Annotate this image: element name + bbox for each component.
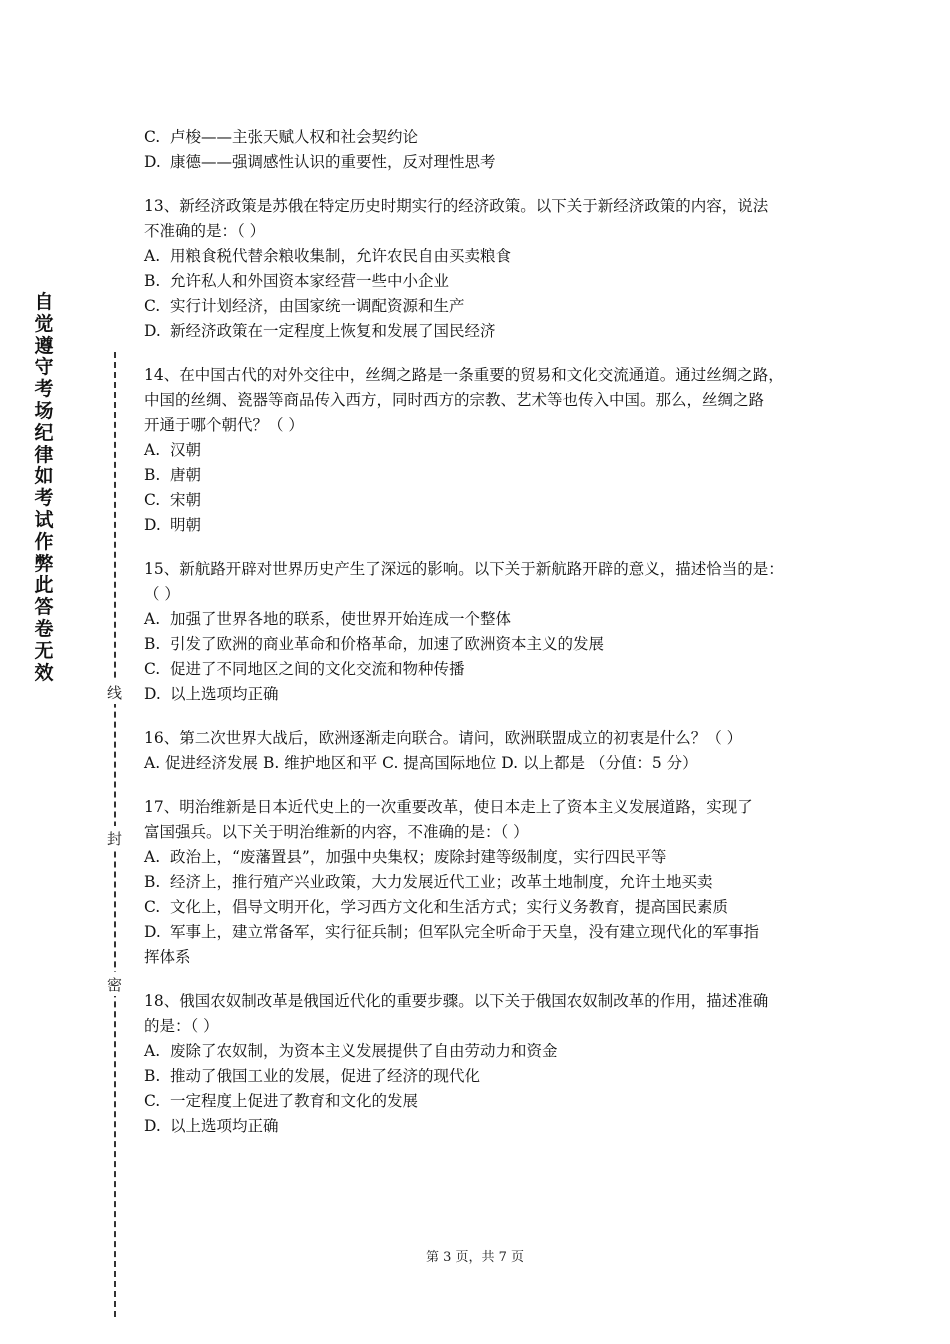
option-line [144,513,824,538]
option-text: 卢梭——主张天赋人权和社会契约论 [170,128,419,146]
option-label: C. [144,898,161,916]
option-line [144,1089,824,1114]
option-text: 唐朝 [170,466,202,484]
option-line [144,294,824,319]
question-stem: 15、新航路开辟对世界历史产生了深远的影响。以下关于新航路开辟的意义，描述恰当的是： [144,560,784,578]
question-13 [144,194,824,344]
prev-question-tail [144,125,824,175]
question-stem: （ ） [144,585,180,603]
option-label: C. [144,1092,161,1110]
option-text: 新经济政策在一定程度上恢复和发展了国民经济 [170,322,496,340]
option-text: 废除了农奴制，为资本主义发展提供了自由劳动力和资金 [170,1042,558,1060]
option-label: D. [144,685,161,703]
question-stem: 18、俄国农奴制改革是俄国近代化的重要步骤。以下关于俄国农奴制改革的作用，描述准确 [144,992,769,1010]
question-stem: 不准确的是：（ ） [144,222,266,240]
option-label: D. [144,516,161,534]
option-line [144,150,824,175]
option-label: C. [144,297,161,315]
question-stem: 13、新经济政策是苏俄在特定历史时期实行的经济政策。以下关于新经济政策的内容，说法 [144,197,769,215]
option-line [144,845,824,870]
option-text: 明朝 [170,516,202,534]
exam-discipline-notice: 自觉遵守考场纪律如考试作弊此答卷无效 [34,291,54,684]
option-line [144,269,824,294]
option-label: C. [144,660,161,678]
option-line [144,244,824,269]
option-label: A. [144,1042,161,1060]
option-text: 经济上，推行殖产兴业政策，大力发展近代工业；改革土地制度，允许土地买卖 [170,873,713,891]
option-label: A. [144,848,161,866]
option-text: 政治上，“废藩置县”，加强中央集权；废除封建等级制度，实行四民平等 [170,848,667,866]
option-text: 引发了欧洲的商业革命和价格革命，加速了欧洲资本主义的发展 [170,635,605,653]
option-label: C. [144,128,161,146]
option-line [144,488,824,513]
option-text: 以上选项均正确 [170,685,279,703]
option-label: B. [144,873,161,891]
option-continuation: 挥体系 [144,948,191,966]
option-line [144,607,824,632]
option-text: 宋朝 [170,491,202,509]
option-line [144,1039,824,1064]
option-line [144,895,824,920]
question-stem: 17、明治维新是日本近代史上的一次重要改革，使日本走上了资本主义发展道路，实现了 [144,798,753,816]
option-label: D. [144,1117,161,1135]
option-text: 文化上，倡导文明开化，学习西方文化和生活方式；实行义务教育，提高国民素质 [170,898,729,916]
option-label: A. [144,610,161,628]
option-label: B. [144,635,161,653]
option-line [144,920,824,945]
seal-mark-seal: 封 [104,826,126,850]
question-content [144,125,824,1139]
seal-mark-line: 线 [104,680,126,704]
inline-options: A. 促进经济发展 B. 维护地区和平 C. 提高国际地位 D. 以上都是 （分值：5 分） [144,754,698,772]
option-label: B. [144,466,161,484]
option-label: C. [144,491,161,509]
question-stem: 富国强兵。以下关于明治维新的内容，不准确的是：（ ） [144,823,529,841]
option-line [144,319,824,344]
question-stem: 开通于哪个朝代？（ ） [144,416,304,434]
option-label: B. [144,272,161,290]
question-15 [144,557,824,707]
question-17 [144,795,824,970]
question-stem: 中国的丝绸、瓷器等商品传入西方，同时西方的宗教、艺术等也传入中国。那么，丝绸之路 [144,391,765,409]
option-line [144,657,824,682]
option-text: 康德——强调感性认识的重要性，反对理性思考 [170,153,496,171]
option-label: D. [144,153,161,171]
option-label: A. [144,247,161,265]
option-line [144,870,824,895]
question-16 [144,726,824,776]
option-label: A. [144,441,161,459]
option-text: 推动了俄国工业的发展，促进了经济的现代化 [170,1067,481,1085]
question-18 [144,989,824,1139]
option-text: 加强了世界各地的联系，使世界开始连成一个整体 [170,610,512,628]
question-stem: 的是：（ ） [144,1017,219,1035]
option-line [144,438,824,463]
option-text: 汉朝 [170,441,202,459]
option-line [144,1114,824,1139]
option-line [144,682,824,707]
option-text: 军事上，建立常备军，实行征兵制；但军队完全听命于天皇，没有建立现代化的军事指 [170,923,760,941]
option-line [144,125,824,150]
option-line [144,463,824,488]
question-stem: 16、第二次世界大战后，欧洲逐渐走向联合。请问，欧洲联盟成立的初衷是什么？（ ） [144,729,743,747]
option-text: 用粮食税代替余粮收集制，允许农民自由买卖粮食 [170,247,512,265]
option-text: 一定程度上促进了教育和文化的发展 [170,1092,419,1110]
option-text: 促进了不同地区之间的文化交流和物种传播 [170,660,465,678]
seal-mark-secret: 密 [104,972,126,996]
question-stem: 14、在中国古代的对外交往中，丝绸之路是一条重要的贸易和文化交流通道。通过丝绸之路， [144,366,784,384]
page-footer: 第 3 页，共 7 页 [425,1250,525,1265]
option-text: 允许私人和外国资本家经营一些中小企业 [170,272,450,290]
option-label: D. [144,322,161,340]
option-label: B. [144,1067,161,1085]
option-label: D. [144,923,161,941]
option-text: 以上选项均正确 [170,1117,279,1135]
option-line [144,1064,824,1089]
question-14 [144,363,824,538]
option-line [144,632,824,657]
option-text: 实行计划经济，由国家统一调配资源和生产 [170,297,465,315]
